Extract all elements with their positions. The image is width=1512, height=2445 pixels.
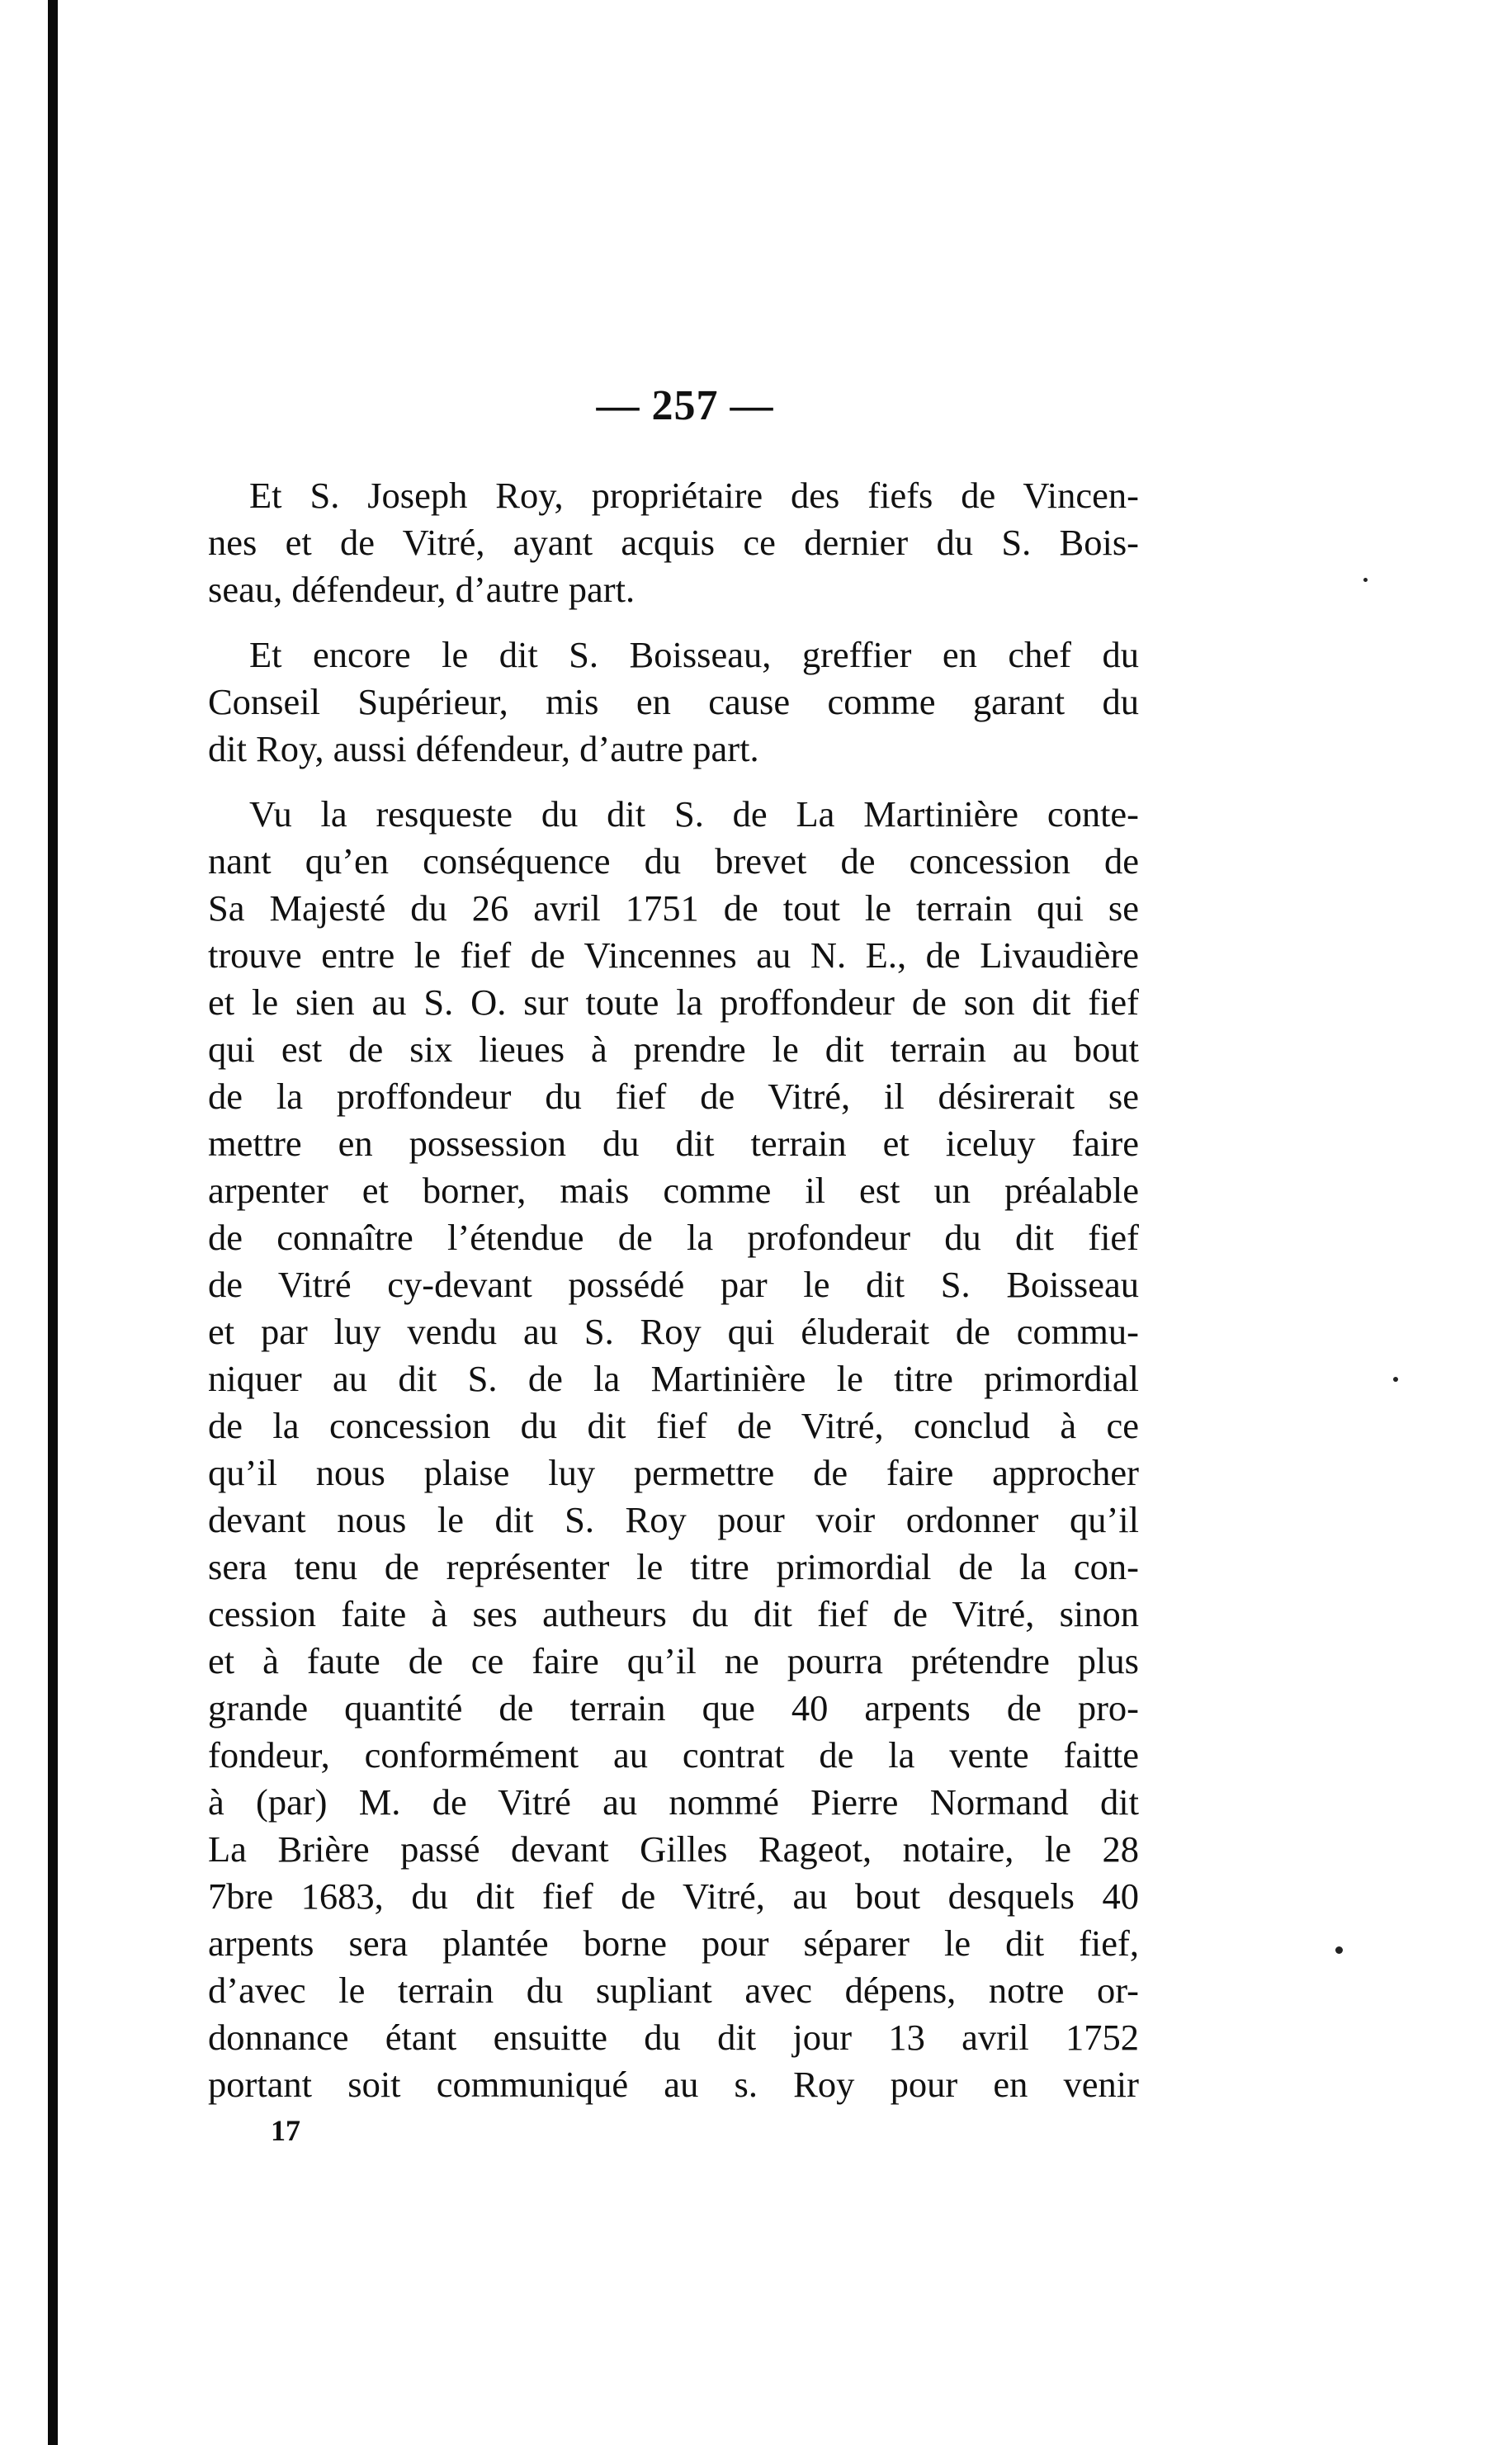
text-line: qui est de six lieues à prendre le dit terrain au bout (208, 1029, 1139, 1070)
text-line: arpents sera plantée borne pour séparer le dit fief, (208, 1922, 1139, 1964)
scan-speck (1335, 1946, 1343, 1954)
paragraph (208, 791, 1139, 2108)
text-line: portant soit communiqué au s. Roy pour en venir (208, 2064, 1139, 2105)
scan-speck (1393, 1377, 1398, 1382)
text-line: mettre en possession du dit terrain et iceluy faire (208, 1123, 1139, 1164)
text-line: arpenter et borner, mais comme il est un préalable (208, 1170, 1139, 1211)
text-line: Conseil Supérieur, mis en cause comme garant du (208, 681, 1139, 722)
text-line: de la proffondeur du fief de Vitré, il désirerait se (208, 1076, 1139, 1117)
text-line: nes et de Vitré, ayant acquis ce dernier du S. Bois- (208, 522, 1139, 563)
text-line: devant nous le dit S. Roy pour voir ordonner qu’il (208, 1499, 1139, 1540)
text-line: La Brière passé devant Gilles Rageot, notaire, le 28 (208, 1828, 1139, 1870)
text-line: cession faite à ses autheurs du dit fief de Vitré, sinon (208, 1593, 1139, 1634)
text-line: sera tenu de représenter le titre primordial de la con- (208, 1546, 1139, 1587)
binding-edge (48, 0, 58, 2445)
body-text (208, 472, 1139, 2108)
paragraph (208, 631, 1139, 773)
text-line: Et encore le dit S. Boisseau, greffier en chef du (249, 634, 1139, 675)
text-line: niquer au dit S. de la Martinière le titre primordial (208, 1358, 1139, 1399)
text-line: Et S. Joseph Roy, propriétaire des fiefs de Vincen- (249, 475, 1139, 516)
text-line: de Vitré cy-devant possédé par le dit S. Boisseau (208, 1264, 1139, 1305)
text-line: grande quantité de terrain que 40 arpents de pro- (208, 1687, 1139, 1729)
text-line: nant qu’en conséquence du brevet de concession de (208, 840, 1139, 882)
text-line: qu’il nous plaise luy permettre de faire approcher (208, 1452, 1139, 1493)
text-line: et à faute de ce faire qu’il ne pourra prétendre plus (208, 1640, 1139, 1681)
text-line: d’avec le terrain du supliant avec dépens, notre or- (208, 1970, 1139, 2011)
text-line: dit Roy, aussi défendeur, d’autre part. (208, 728, 759, 769)
text-line: Sa Majesté du 26 avril 1751 de tout le terrain qui se (208, 887, 1139, 929)
text-line: trouve entre le fief de Vincennes au N. E., de Livaudière (208, 934, 1139, 976)
text-line: fondeur, conformément au contrat de la vente faitte (208, 1734, 1139, 1776)
text-line: seau, défendeur, d’autre part. (208, 569, 636, 610)
text-line: à (par) M. de Vitré au nommé Pierre Normand dit (208, 1781, 1139, 1823)
text-line: de connaître l’étendue de la profondeur du dit fief (208, 1217, 1139, 1258)
page-number: — 257 — (596, 382, 774, 429)
scan-speck (1363, 578, 1368, 582)
text-line: Vu la resqueste du dit S. de La Martinière conte- (249, 793, 1139, 835)
text-line: et par luy vendu au S. Roy qui éluderait de commu- (208, 1311, 1139, 1352)
paragraph (208, 472, 1139, 613)
text-line: 7bre 1683, du dit fief de Vitré, au bout desquels 40 (208, 1875, 1139, 1917)
text-line: et le sien au S. O. sur toute la proffondeur de son dit fief (208, 981, 1139, 1023)
signature-mark: 17 (271, 2114, 300, 2147)
text-line: donnance étant ensuitte du dit jour 13 avril 1752 (208, 2017, 1139, 2058)
text-line: de la concession du dit fief de Vitré, conclud à ce (208, 1405, 1139, 1446)
